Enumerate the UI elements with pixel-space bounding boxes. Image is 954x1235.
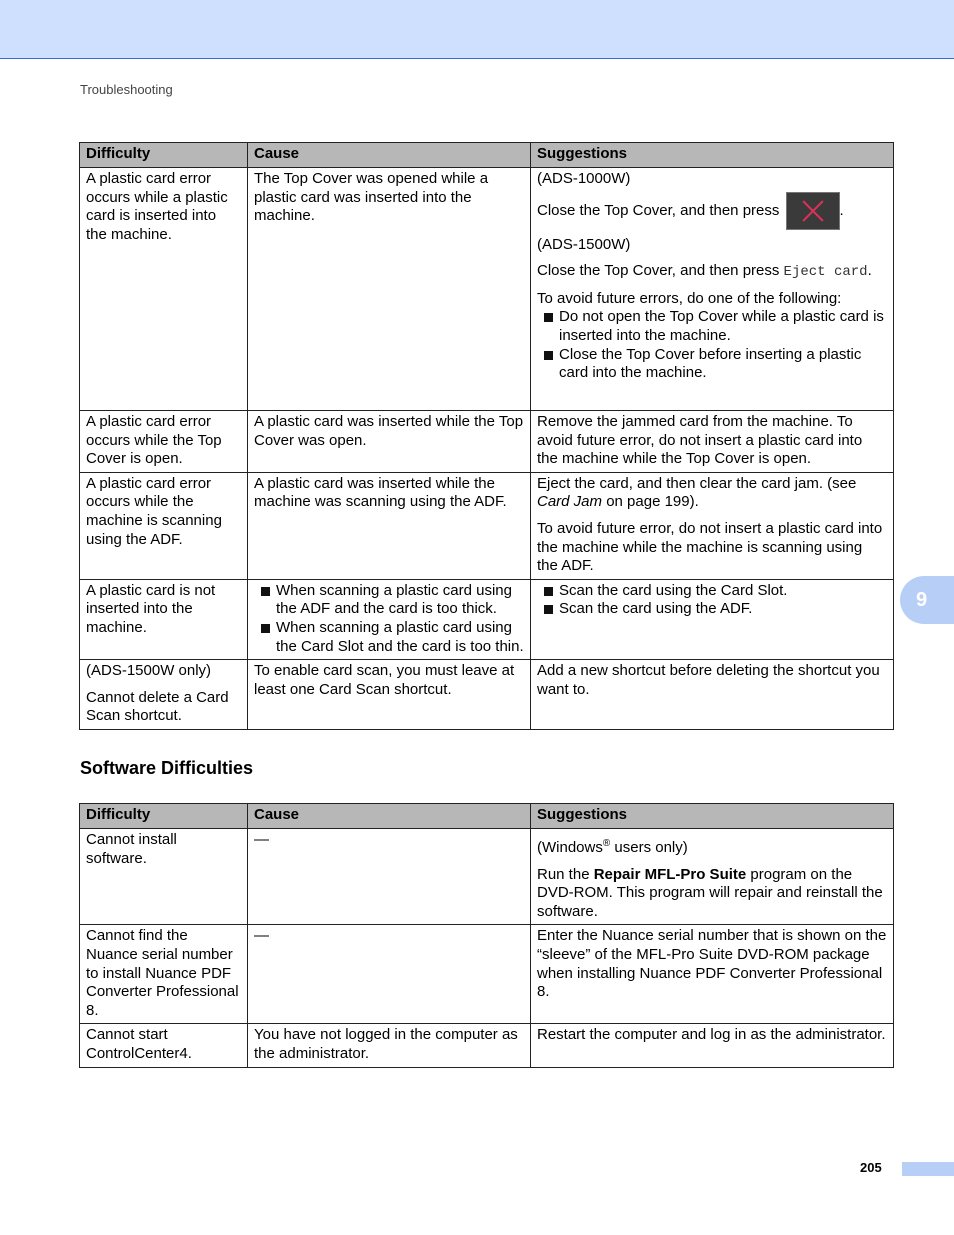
period: . bbox=[839, 201, 844, 219]
suggestion-cell bbox=[531, 829, 894, 925]
col-header-suggestions: Suggestions bbox=[531, 143, 894, 168]
cause-cell bbox=[248, 579, 531, 659]
table-row bbox=[80, 168, 894, 411]
difficulty-text: Cannot delete a Card Scan shortcut. bbox=[86, 688, 229, 725]
instruction-line bbox=[537, 192, 887, 230]
period: . bbox=[867, 262, 872, 280]
instruction-text: Eject the card, and then clear the card jam. (see bbox=[537, 474, 857, 492]
table-row bbox=[80, 472, 894, 579]
list-item: Close the Top Cover before inserting a plastic card into the machine. bbox=[537, 346, 887, 383]
table-row bbox=[80, 411, 894, 473]
windows-note bbox=[537, 835, 887, 858]
col-header-cause: Cause bbox=[248, 804, 531, 829]
repair-instruction bbox=[537, 866, 887, 922]
page-number-tab bbox=[902, 1162, 954, 1176]
instruction-text: Close the Top Cover, and then press bbox=[537, 201, 780, 219]
instruction-text: Close the Top Cover, and then press bbox=[537, 262, 780, 280]
list-item: Do not open the Top Cover while a plastic card is inserted into the machine. bbox=[537, 308, 887, 345]
col-header-cause: Cause bbox=[248, 143, 531, 168]
registered-mark: ® bbox=[602, 838, 611, 849]
note-text: users only) bbox=[610, 839, 688, 856]
col-header-difficulty: Difficulty bbox=[80, 804, 248, 829]
card-jam-link[interactable]: Card Jam bbox=[537, 493, 603, 511]
difficulty-cell bbox=[80, 660, 248, 730]
close-x-icon bbox=[786, 192, 840, 230]
chapter-tab: 9 bbox=[900, 576, 954, 624]
instruction-text: program on the DVD-ROM. This program will repair and reinstall the software. bbox=[537, 865, 883, 920]
suggestion-cell: Enter the Nuance serial number that is shown on the “sleeve” of the MFL-Pro Suite DVD-ROM package when installing Nuance PDF Converter Professional 8. bbox=[531, 925, 894, 1024]
table-row bbox=[80, 829, 894, 925]
running-header: Troubleshooting bbox=[80, 82, 173, 97]
col-header-difficulty: Difficulty bbox=[80, 143, 248, 168]
suggestion-cell: Add a new shortcut before deleting the shortcut you want to. bbox=[531, 660, 894, 730]
section-title: Software Difficulties bbox=[80, 758, 254, 778]
cause-cell: — bbox=[248, 829, 531, 925]
eject-instruction bbox=[537, 475, 887, 512]
instruction-text: on page 199). bbox=[606, 493, 699, 511]
suggestion-cell bbox=[531, 472, 894, 579]
cause-cell: You have not logged in the computer as the administrator. bbox=[248, 1024, 531, 1067]
note-text: (Windows bbox=[537, 839, 603, 856]
list-item: Scan the card using the Card Slot. bbox=[537, 582, 887, 601]
difficulty-cell: Cannot find the Nuance serial number to install Nuance PDF Converter Professional 8. bbox=[80, 925, 248, 1024]
list-item: Scan the card using the ADF. bbox=[537, 600, 887, 619]
table-row bbox=[80, 1024, 894, 1067]
software-difficulties-table bbox=[79, 803, 894, 1068]
cause-cell: The Top Cover was opened while a plastic card was inserted into the machine. bbox=[248, 168, 531, 411]
card-errors-table bbox=[79, 142, 894, 730]
difficulty-cell: A plastic card error occurs while the Top Cover is open. bbox=[80, 411, 248, 473]
model-note: (ADS-1000W) bbox=[537, 170, 631, 187]
col-header-suggestions: Suggestions bbox=[531, 804, 894, 829]
table-header-row bbox=[80, 143, 894, 168]
table-row bbox=[80, 579, 894, 659]
cause-cell: A plastic card was inserted while the Top Cover was open. bbox=[248, 411, 531, 473]
difficulty-cell: A plastic card is not inserted into the machine. bbox=[80, 579, 248, 659]
instruction-text: Run the bbox=[537, 865, 594, 883]
suggestion-cell: Remove the jammed card from the machine. To avoid future error, do not insert a plastic card into the machine while the Top Cover is open. bbox=[531, 411, 894, 473]
list-item: When scanning a plastic card using the ADF and the card is too thick. bbox=[254, 582, 524, 619]
cause-cell: A plastic card was inserted while the machine was scanning using the ADF. bbox=[248, 472, 531, 579]
model-note: (ADS-1500W only) bbox=[86, 662, 212, 680]
table-row bbox=[80, 660, 894, 730]
suggestion-cell bbox=[531, 168, 894, 411]
instruction-line bbox=[537, 262, 887, 282]
cause-cell: To enable card scan, you must leave at least one Card Scan shortcut. bbox=[248, 660, 531, 730]
table-row bbox=[80, 925, 894, 1024]
avoid-note: To avoid future error, do not insert a plastic card into the machine while the machine is scanning using the ADF. bbox=[537, 519, 883, 575]
suggestion-cell: Restart the computer and log in as the administrator. bbox=[531, 1024, 894, 1067]
cause-cell: — bbox=[248, 925, 531, 1024]
difficulty-cell: Cannot install software. bbox=[80, 829, 248, 925]
page-number: 205 bbox=[860, 1160, 882, 1175]
header-band bbox=[0, 0, 954, 59]
eject-card-key: Eject card bbox=[783, 264, 868, 281]
suggestion-cell bbox=[531, 579, 894, 659]
model-note: (ADS-1500W) bbox=[537, 235, 631, 253]
avoid-intro: To avoid future errors, do one of the following: bbox=[537, 289, 842, 307]
difficulty-cell: A plastic card error occurs while a plastic card is inserted into the machine. bbox=[80, 168, 248, 411]
list-item: When scanning a plastic card using the Card Slot and the card is too thin. bbox=[254, 619, 524, 656]
table-header-row bbox=[80, 804, 894, 829]
program-name: Repair MFL-Pro Suite bbox=[593, 865, 747, 883]
difficulty-cell: A plastic card error occurs while the machine is scanning using the ADF. bbox=[80, 472, 248, 579]
difficulty-cell: Cannot start ControlCenter4. bbox=[80, 1024, 248, 1067]
